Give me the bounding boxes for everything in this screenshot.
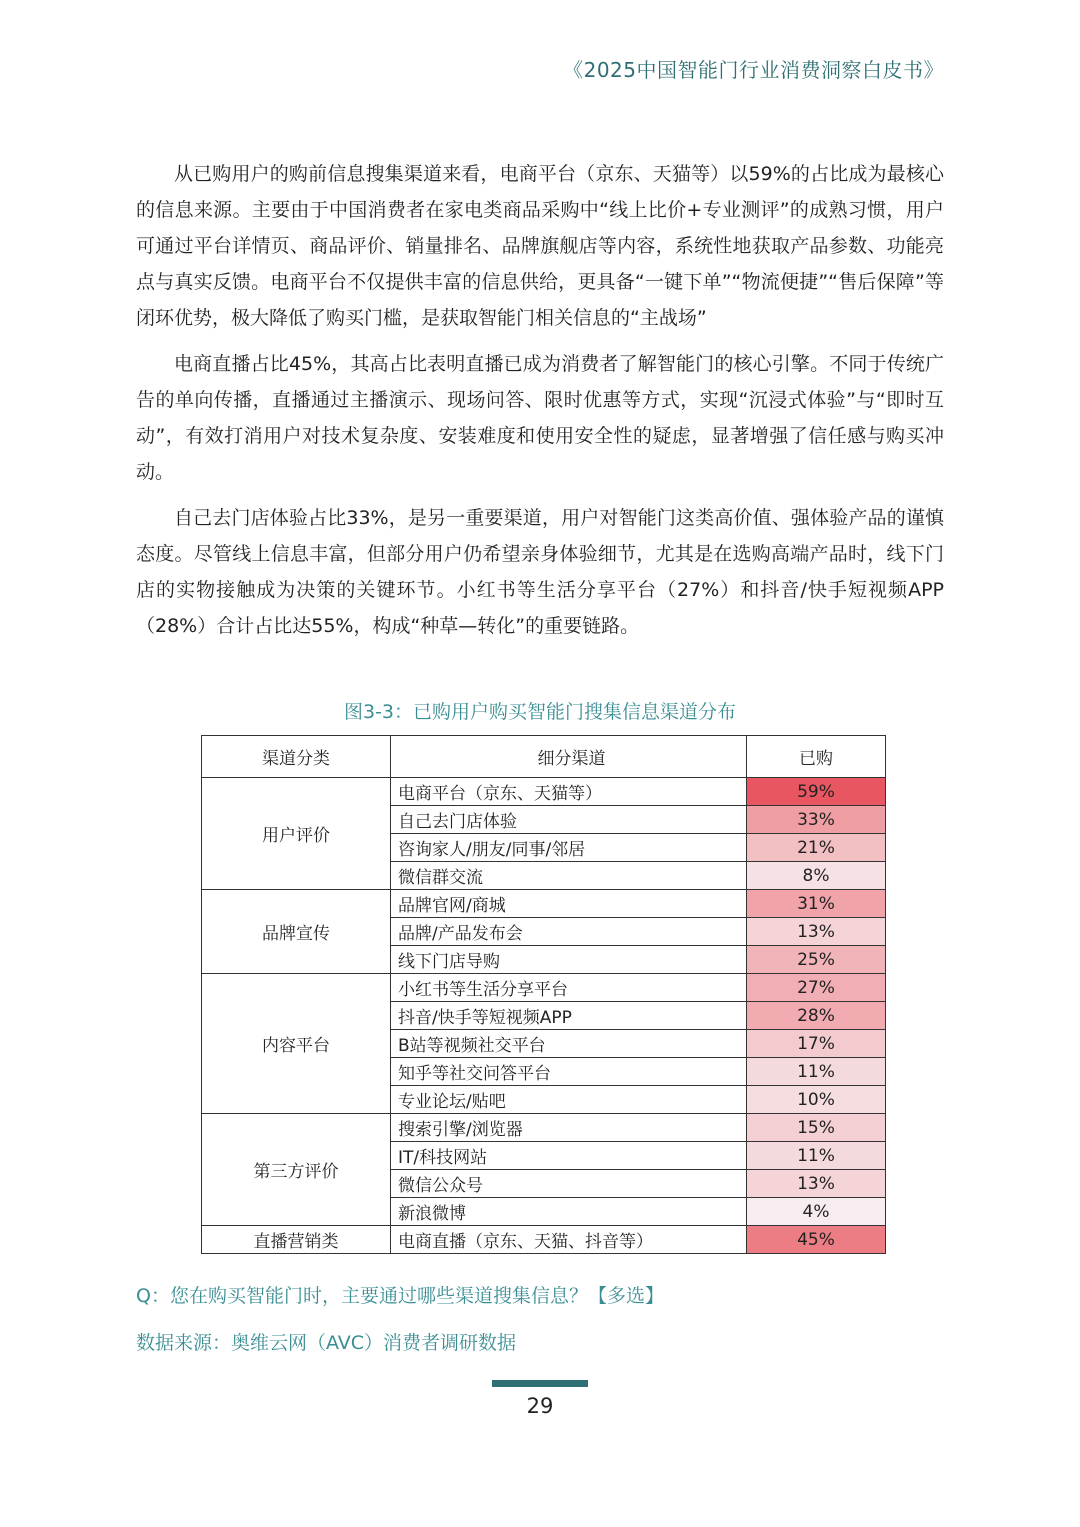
purchased-percent-cell: 21% bbox=[747, 834, 886, 862]
document-header-title: 《2025中国智能门行业消费洞察白皮书》 bbox=[563, 58, 944, 82]
channel-cell: B站等视频社交平台 bbox=[391, 1030, 747, 1058]
purchased-percent-cell: 27% bbox=[747, 974, 886, 1002]
channel-cell: 专业论坛/贴吧 bbox=[391, 1086, 747, 1114]
channel-cell: IT/科技网站 bbox=[391, 1142, 747, 1170]
channel-cell: 自己去门店体验 bbox=[391, 806, 747, 834]
channel-cell: 知乎等社交问答平台 bbox=[391, 1058, 747, 1086]
page-number: 29 bbox=[526, 1394, 554, 1418]
header-channel: 细分渠道 bbox=[391, 736, 747, 778]
purchased-percent-cell: 10% bbox=[747, 1086, 886, 1114]
channel-cell: 电商直播（京东、天猫、抖音等） bbox=[391, 1226, 747, 1254]
table-row bbox=[202, 1114, 886, 1142]
body-text bbox=[136, 156, 944, 654]
category-cell: 用户评价 bbox=[202, 778, 391, 890]
channel-cell: 微信群交流 bbox=[391, 862, 747, 890]
purchased-percent-cell: 11% bbox=[747, 1058, 886, 1086]
channel-cell: 电商平台（京东、天猫等） bbox=[391, 778, 747, 806]
purchased-percent-cell: 28% bbox=[747, 1002, 886, 1030]
purchased-percent-cell: 13% bbox=[747, 918, 886, 946]
channel-cell: 小红书等生活分享平台 bbox=[391, 974, 747, 1002]
header-purchased: 已购 bbox=[747, 736, 886, 778]
purchased-percent-cell: 11% bbox=[747, 1142, 886, 1170]
table-row bbox=[202, 890, 886, 918]
channel-cell: 搜索引擎/浏览器 bbox=[391, 1114, 747, 1142]
purchased-percent-cell: 25% bbox=[747, 946, 886, 974]
footer-accent-bar bbox=[492, 1380, 588, 1387]
table-body bbox=[202, 778, 886, 1254]
paragraph: 自己去门店体验占比33%，是另一重要渠道，用户对智能门这类高价值、强体验产品的谨慎态度。尽管线上信息丰富，但部分用户仍希望亲身体验细节，尤其是在选购高端产品时，线下门店的实物接触成为决策的关键环节。小红书等生活分享平台（27%）和抖音/快手短视频APP（28%）合计占比达55%，构成“种草—转化”的重要链路。 bbox=[136, 507, 944, 637]
category-cell: 直播营销类 bbox=[202, 1226, 391, 1254]
channel-cell: 新浪微博 bbox=[391, 1198, 747, 1226]
table-header-row bbox=[202, 736, 886, 778]
figure-title: 图3-3：已购用户购买智能门搜集信息渠道分布 bbox=[343, 701, 737, 723]
table-row bbox=[202, 974, 886, 1002]
purchased-percent-cell: 33% bbox=[747, 806, 886, 834]
data-source: 数据来源：奥维云网（AVC）消费者调研数据 bbox=[136, 1332, 517, 1354]
channel-cell: 抖音/快手等短视频APP bbox=[391, 1002, 747, 1030]
purchased-percent-cell: 4% bbox=[747, 1198, 886, 1226]
channel-cell: 咨询家人/朋友/同事/邻居 bbox=[391, 834, 747, 862]
purchased-percent-cell: 59% bbox=[747, 778, 886, 806]
paragraph: 电商直播占比45%，其高占比表明直播已成为消费者了解智能门的核心引擎。不同于传统广告的单向传播，直播通过主播演示、现场问答、限时优惠等方式，实现“沉浸式体验”与“即时互动”，有效打消用户对技术复杂度、安装难度和使用安全性的疑虑，显著增强了信任感与购买冲动。 bbox=[136, 353, 944, 483]
category-cell: 品牌宣传 bbox=[202, 890, 391, 974]
survey-question: Q：您在购买智能门时，主要通过哪些渠道搜集信息？【多选】 bbox=[136, 1285, 664, 1307]
table-row bbox=[202, 778, 886, 806]
paragraph: 从已购用户的购前信息搜集渠道来看，电商平台（京东、天猫等）以59%的占比成为最核心的信息来源。主要由于中国消费者在家电类商品采购中“线上比价+专业测评”的成熟习惯，用户可通过平台详情页、商品评价、销量排名、品牌旗舰店等内容，系统性地获取产品参数、功能亮点与真实反馈。电商平台不仅提供丰富的信息供给，更具备“一键下单”“物流便捷”“售后保障”等闭环优势，极大降低了购买门槛，是获取智能门相关信息的“主战场” bbox=[136, 163, 944, 329]
purchased-percent-cell: 31% bbox=[747, 890, 886, 918]
purchased-percent-cell: 13% bbox=[747, 1170, 886, 1198]
channel-distribution-table bbox=[201, 735, 886, 1254]
purchased-percent-cell: 8% bbox=[747, 862, 886, 890]
purchased-percent-cell: 45% bbox=[747, 1226, 886, 1254]
channel-cell: 微信公众号 bbox=[391, 1170, 747, 1198]
purchased-percent-cell: 15% bbox=[747, 1114, 886, 1142]
header-category: 渠道分类 bbox=[202, 736, 391, 778]
category-cell: 内容平台 bbox=[202, 974, 391, 1114]
channel-cell: 品牌官网/商城 bbox=[391, 890, 747, 918]
table-row bbox=[202, 1226, 886, 1254]
purchased-percent-cell: 17% bbox=[747, 1030, 886, 1058]
category-cell: 第三方评价 bbox=[202, 1114, 391, 1226]
channel-cell: 线下门店导购 bbox=[391, 946, 747, 974]
channel-cell: 品牌/产品发布会 bbox=[391, 918, 747, 946]
